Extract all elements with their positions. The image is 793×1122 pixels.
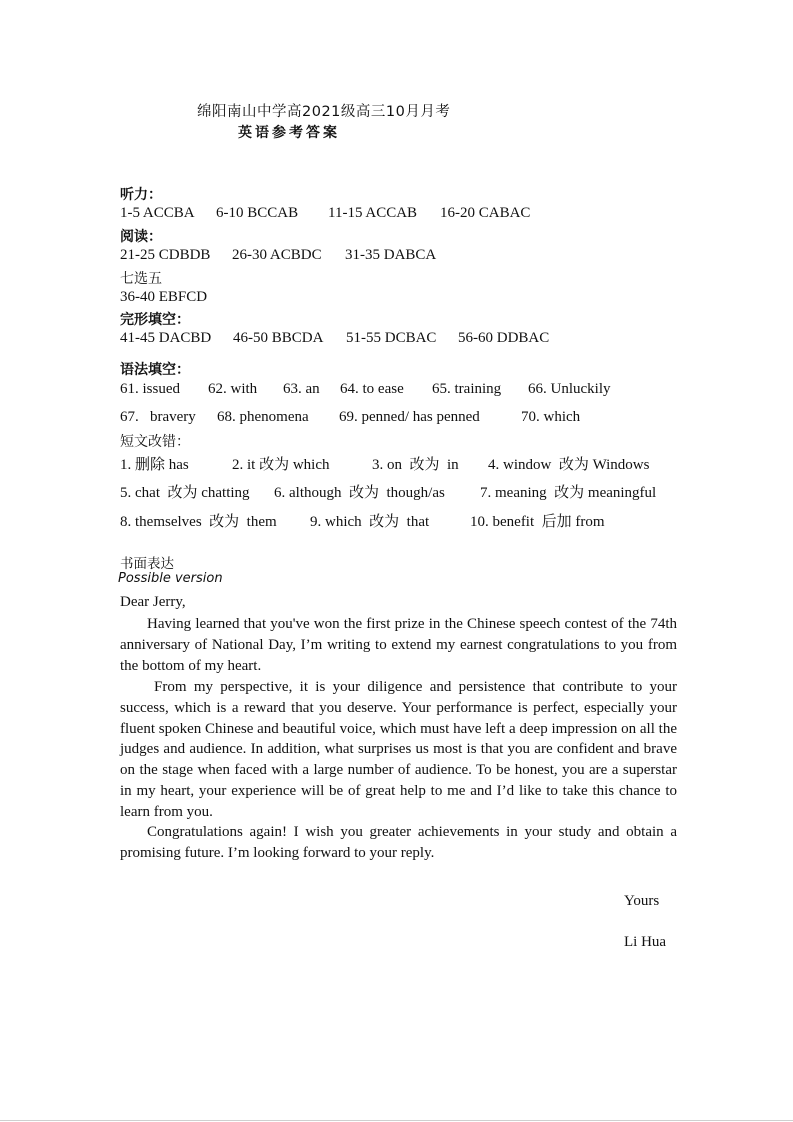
answer-group: 41-45 DACBD bbox=[120, 330, 212, 346]
grammar-answer: 67. bravery bbox=[120, 409, 196, 425]
letter-paragraph-text: Congratulations again! I wish you greater achievements in your study and obtain a promising future. I’m looking forward to your reply. bbox=[120, 824, 677, 861]
page-bottom-divider bbox=[0, 1120, 793, 1121]
answer-group: 16-20 CABAC bbox=[440, 205, 531, 221]
grammar-answer: 69. penned/ has penned bbox=[339, 409, 480, 425]
answer-group: 31-35 DABCA bbox=[345, 247, 437, 263]
answer-group: 21-25 CDBDB bbox=[120, 247, 211, 263]
letter-salutation: Dear Jerry, bbox=[120, 594, 186, 610]
letter-paragraph bbox=[120, 677, 677, 823]
correction-item: 5. chat 改为 chatting bbox=[120, 485, 250, 501]
correction-item: 1. 删除 has bbox=[120, 457, 189, 473]
grammar-answer: 64. to ease bbox=[340, 381, 404, 397]
correction-item: 3. on 改为 in bbox=[372, 457, 459, 473]
seven-choose-five-heading: 七选五 bbox=[120, 271, 162, 287]
letter-paragraph bbox=[120, 822, 677, 864]
grammar-answer: 70. which bbox=[521, 409, 581, 425]
letter-paragraph bbox=[120, 614, 677, 676]
reading-heading: 阅读： bbox=[120, 229, 162, 245]
answer-group: 56-60 DDBAC bbox=[458, 330, 550, 346]
letter-closing: Yours bbox=[624, 893, 660, 909]
correction-item: 6. although 改为 though/as bbox=[274, 485, 445, 501]
grammar-answer: 66. Unluckily bbox=[528, 381, 611, 397]
grammar-answer: 63. an bbox=[283, 381, 320, 397]
seven-choose-five-answers: 36-40 EBFCD bbox=[120, 289, 208, 305]
writing-heading: 书面表达 bbox=[120, 556, 174, 572]
correction-item: 10. benefit 后加 from bbox=[470, 514, 605, 530]
answer-group: 51-55 DCBAC bbox=[346, 330, 437, 346]
listening-heading: 听力： bbox=[120, 187, 162, 203]
letter-paragraph-text: From my perspective, it is your diligence and persistence that contribute to your success, which is a reward that you deserve. Your performance is perfect, especially your fluent spoken Chinese and beautiful voice, which must have left a deep impression on all the judges and audience. In addition, what surprises us most is that you are confident and brave on the stage when faced with a large number of audience. To be honest, you are a superstar in my heart, your experience will be of great help to me and I’d like to take this chance to learn from you. bbox=[120, 679, 677, 820]
letter-paragraph-text: Having learned that you've won the first prize in the Chinese speech contest of the 74th anniversary of National Day, I’m writing to extend my earnest congratulations to you from the bottom of my heart. bbox=[120, 616, 677, 674]
grammar-answer: 61. issued bbox=[120, 381, 180, 397]
cloze-heading: 完形填空： bbox=[120, 312, 190, 328]
answer-group: 11-15 ACCAB bbox=[328, 205, 418, 221]
answer-group: 46-50 BBCDA bbox=[233, 330, 324, 346]
answer-group: 26-30 ACBDC bbox=[232, 247, 322, 263]
answer-group: 6-10 BCCAB bbox=[216, 205, 299, 221]
page-title: 绵阳南山中学高2021级高三10月月考 bbox=[197, 104, 451, 120]
grammar-heading: 语法填空： bbox=[120, 362, 190, 378]
correction-item: 2. it 改为 which bbox=[232, 457, 330, 473]
grammar-answer: 68. phenomena bbox=[217, 409, 309, 425]
answer-group: 1-5 ACCBA bbox=[120, 205, 195, 221]
letter-signature: Li Hua bbox=[624, 934, 667, 950]
correction-item: 4. window 改为 Windows bbox=[488, 457, 650, 473]
error-correction-heading: 短文改错： bbox=[120, 434, 190, 450]
correction-item: 8. themselves 改为 them bbox=[120, 514, 277, 530]
grammar-answer: 65. training bbox=[432, 381, 502, 397]
correction-item: 9. which 改为 that bbox=[310, 514, 430, 530]
grammar-answer: 62. with bbox=[208, 381, 258, 397]
correction-item: 7. meaning 改为 meaningful bbox=[480, 485, 657, 501]
page-subtitle: 英语参考答案 bbox=[238, 125, 340, 141]
possible-version-label: Possible version bbox=[118, 571, 223, 586]
